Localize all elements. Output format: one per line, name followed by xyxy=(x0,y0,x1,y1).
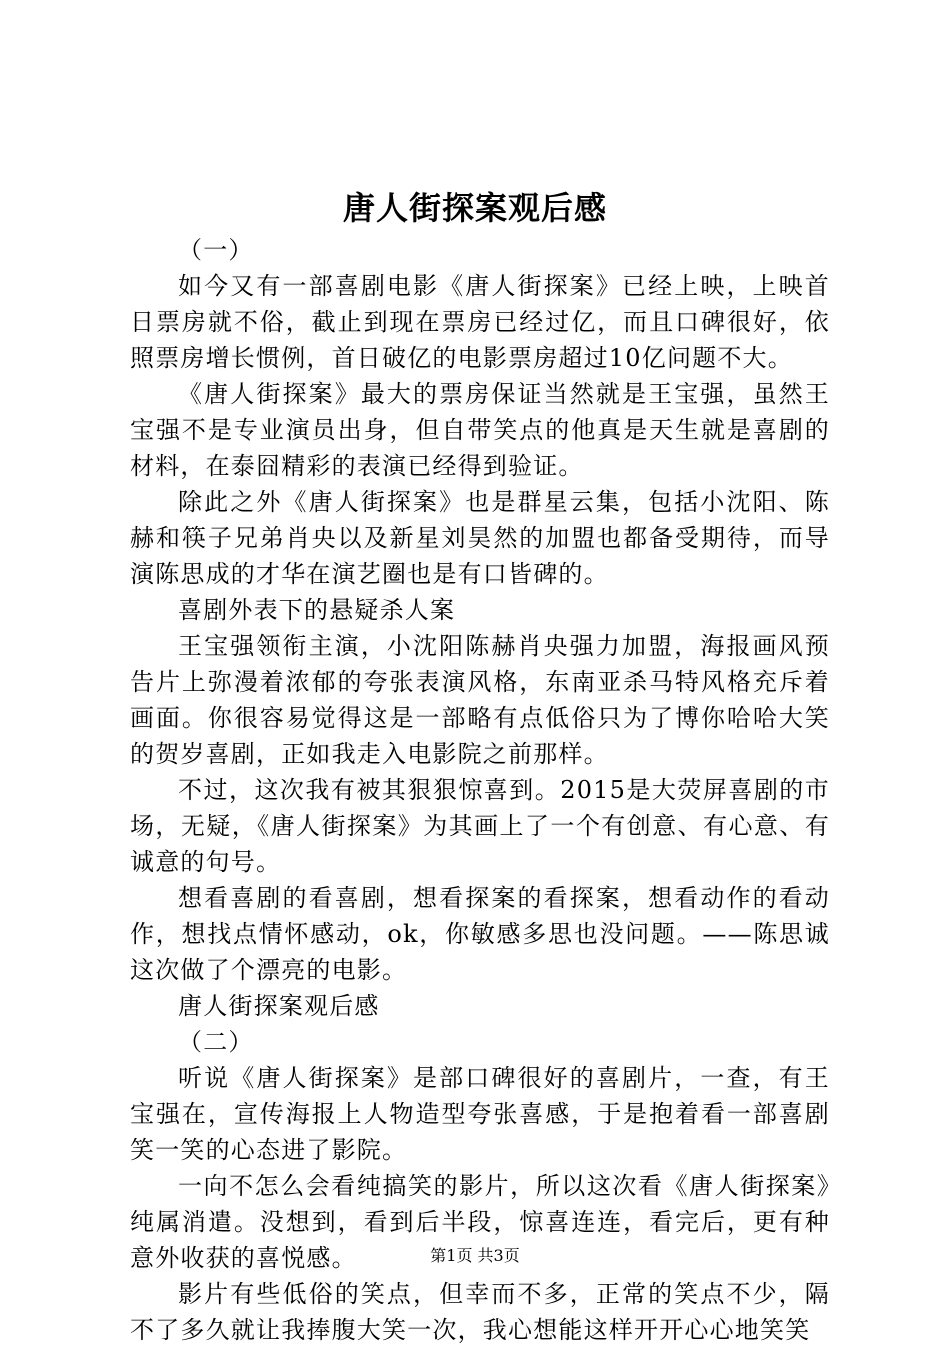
subheading: 唐人街探案观后感 xyxy=(178,992,380,1020)
paragraph: 一向不怎么会看纯搞笑的影片，所以这次看《唐人街探案》纯属消遣。没想到，看到后半段，惊喜连连，看完后，更有种意外收获的喜悦感。 xyxy=(130,1172,830,1272)
page-footer: 第1页 共3页 xyxy=(430,1246,520,1265)
paragraph: 《唐人街探案》最大的票房保证当然就是王宝强，虽然王宝强不是专业演员出身，但自带笑点的他真是天生就是喜剧的材料，在泰囧精彩的表演已经得到验证。 xyxy=(130,380,830,480)
paragraph: 听说《唐人街探案》是部口碑很好的喜剧片，一查，有王宝强在，宣传海报上人物造型夸张喜感，于是抱着看一部喜剧笑一笑的心态进了影院。 xyxy=(130,1064,830,1164)
paragraph: 想看喜剧的看喜剧，想看探案的看探案，想看动作的看动作，想找点情怀感动，ok，你敏感多思也没问题。——陈思诚这次做了个漂亮的电影。 xyxy=(130,884,830,984)
section-marker-2: （二） xyxy=(178,1028,254,1056)
paragraph: 不过，这次我有被其狠狠惊喜到。2015是大荧屏喜剧的市场，无疑，《唐人街探案》为其画上了一个有创意、有心意、有诚意的句号。 xyxy=(130,776,830,876)
paragraph: 影片有些低俗的笑点，但幸而不多，正常的笑点不少，隔不了多久就让我捧腹大笑一次，我心想能这样开开心心地笑笑 xyxy=(130,1280,830,1344)
section-marker-1: （一） xyxy=(178,236,254,264)
paragraph: 除此之外《唐人街探案》也是群星云集，包括小沈阳、陈赫和筷子兄弟肖央以及新星刘昊然的加盟也都备受期待，而导演陈思成的才华在演艺圈也是有口皆碑的。 xyxy=(130,488,830,588)
document-title: 唐人街探案观后感 xyxy=(342,189,607,227)
paragraph: 如今又有一部喜剧电影《唐人街探案》已经上映，上映首日票房就不俗，截止到现在票房已经过亿，而且口碑很好，依照票房增长惯例，首日破亿的电影票房超过10亿问题不大。 xyxy=(130,272,830,372)
paragraph: 王宝强领衔主演，小沈阳陈赫肖央强力加盟，海报画风预告片上弥漫着浓郁的夸张表演风格，东南亚杀马特风格充斥着画面。你很容易觉得这是一部略有点低俗只为了博你哈哈大笑的贺岁喜剧，正如我走入电影院之前那样。 xyxy=(130,632,830,768)
document-body xyxy=(130,232,830,1348)
subheading: 喜剧外表下的悬疑杀人案 xyxy=(178,596,456,624)
